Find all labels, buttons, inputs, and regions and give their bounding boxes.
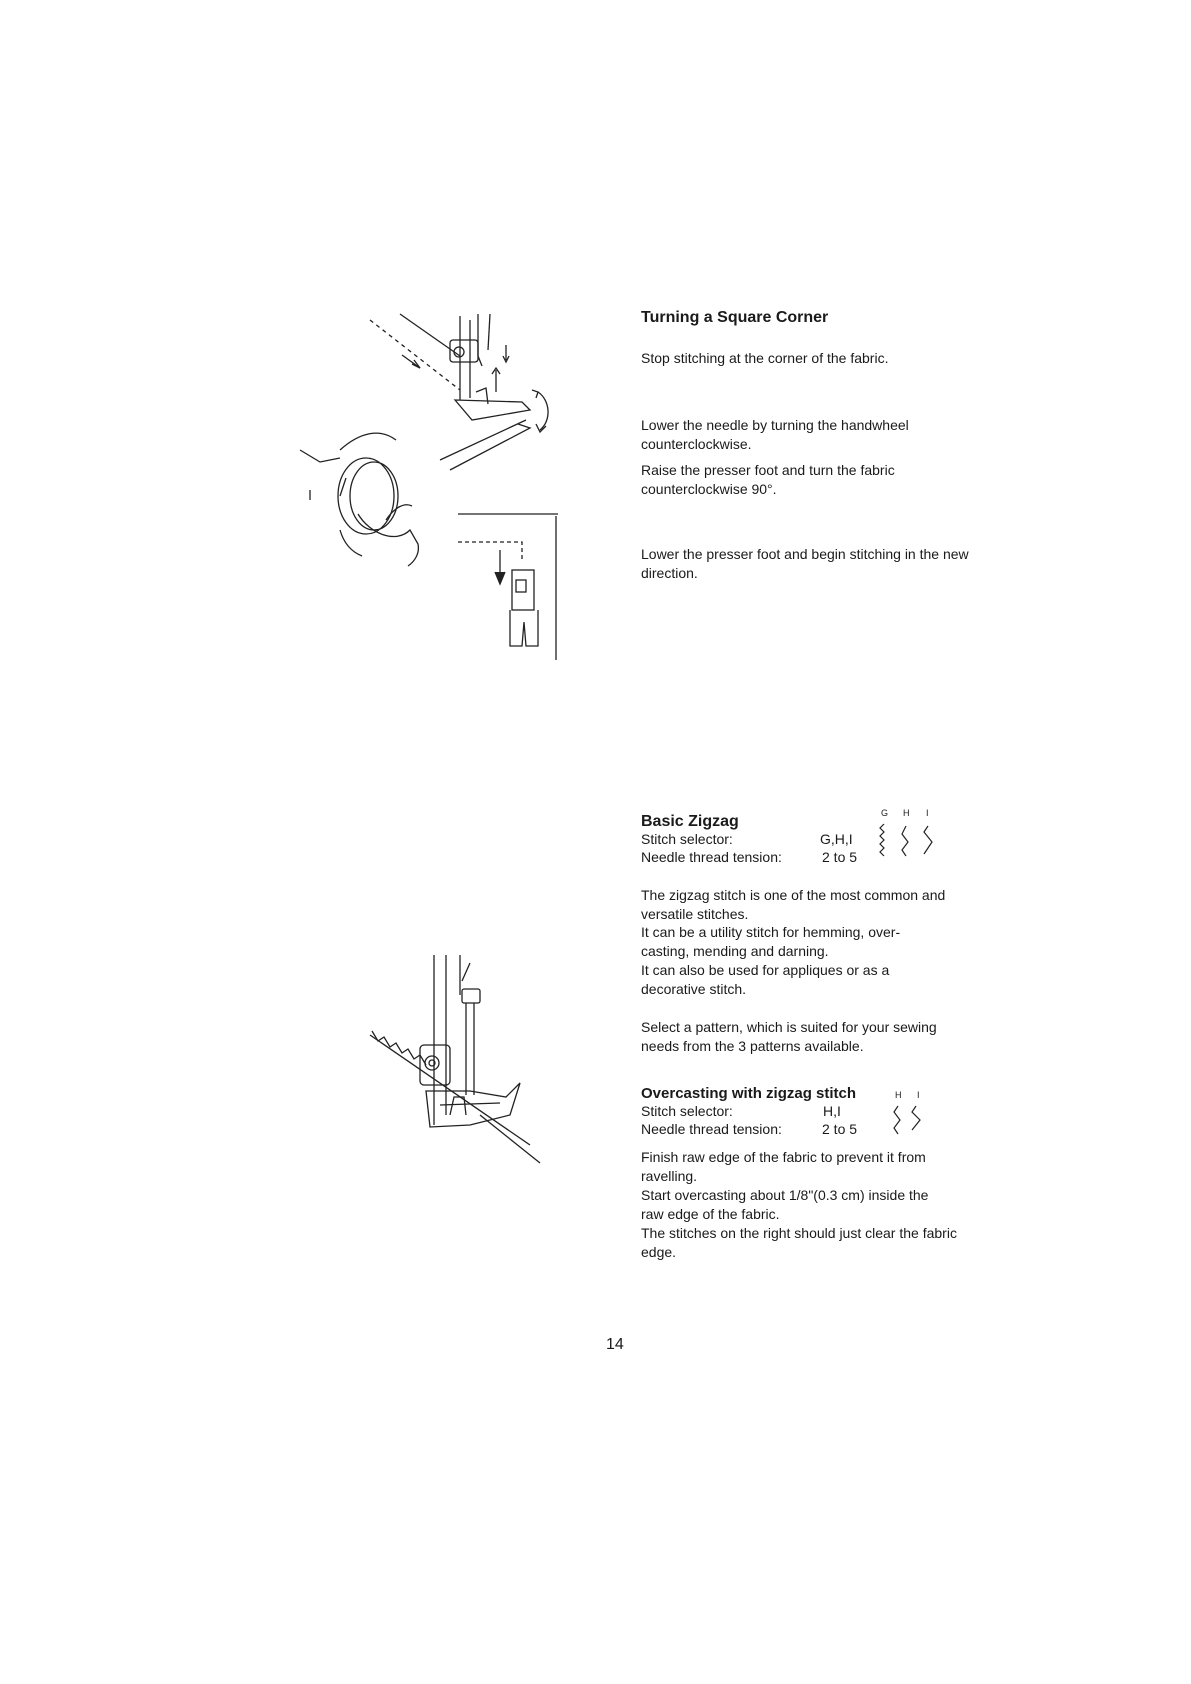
square-corner-step-1: Stop stitching at the corner of the fabric. <box>641 350 889 366</box>
basic-zigzag-tension-label: Needle thread tension: <box>641 849 782 865</box>
overcasting-para-2: Start overcasting about 1/8"(0.3 cm) inside the raw edge of the fabric. <box>641 1187 929 1222</box>
basic-zigzag-selector-label: Stitch selector: <box>641 831 733 847</box>
basic-zigzag-para-4: Select a pattern, which is suited for your sewing needs from the 3 patterns available. <box>641 1019 937 1054</box>
overcasting-title: Overcasting with zigzag stitch <box>641 1085 857 1102</box>
pattern-i-icon <box>912 1106 920 1130</box>
overcasting-para-3: The stitches on the right should just clear the fabric edge. <box>641 1225 957 1260</box>
zigzag-pattern-icons <box>878 822 938 864</box>
pattern-letter-g: G <box>881 808 889 818</box>
square-corner-illustration <box>300 300 610 720</box>
square-corner-step-4: Lower the presser foot and begin stitching in the new direction. <box>641 546 969 581</box>
basic-zigzag-title: Basic Zigzag <box>641 813 739 830</box>
pattern-g-icon <box>880 824 884 856</box>
pattern-letter-h: H <box>903 808 910 818</box>
basic-zigzag-para-1: The zigzag stitch is one of the most common and versatile stitches. <box>641 887 946 922</box>
overcasting-selector-label: Stitch selector: <box>641 1103 733 1119</box>
overcasting-para-1: Finish raw edge of the fabric to prevent it from ravelling. <box>641 1149 926 1184</box>
overcasting-selector-value: H,I <box>823 1103 841 1119</box>
overcast-pattern-icons <box>888 1104 932 1136</box>
basic-zigzag-para-3: It can also be used for appliques or as a decorative stitch. <box>641 962 890 997</box>
square-corner-title: Turning a Square Corner <box>641 309 829 326</box>
basic-zigzag-para-2: It can be a utility stitch for hemming, over-casting, mending and darning. <box>641 924 901 959</box>
page-number: 14 <box>606 1336 624 1353</box>
overcasting-tension-label: Needle thread tension: <box>641 1121 782 1137</box>
zigzag-foot-illustration <box>370 955 560 1155</box>
square-corner-step-3: Raise the presser foot and turn the fabric counterclockwise 90°. <box>641 462 895 497</box>
basic-zigzag-tension-value: 2 to 5 <box>822 849 858 865</box>
overcast-letter-i: I <box>917 1090 920 1100</box>
square-corner-step-2: Lower the needle by turning the handwheel counterclockwise. <box>641 417 909 452</box>
pattern-h-icon <box>902 826 908 856</box>
overcasting-tension-value: 2 to 5 <box>822 1121 858 1137</box>
pattern-i-icon <box>924 826 932 854</box>
basic-zigzag-selector-value: G,H,I <box>820 831 853 847</box>
pattern-h-icon <box>894 1106 900 1134</box>
overcast-letter-h: H <box>895 1090 902 1100</box>
pattern-letter-i: I <box>926 808 929 818</box>
